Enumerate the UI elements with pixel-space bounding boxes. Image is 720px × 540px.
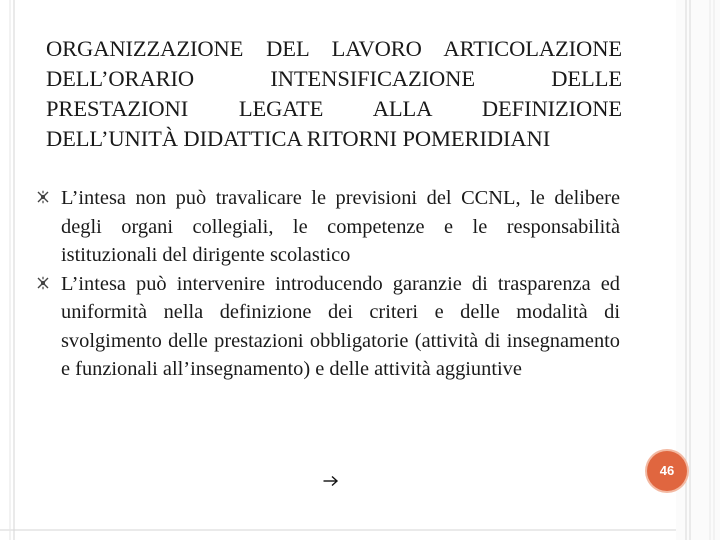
bullet-text: L’intesa può intervenire introducendo garanzie di trasparenza ed uniformità nella definizione dei criteri e delle modalità di svolgimento delle prestazioni obbligatorie (attività di insegnamento e funzionali all’insegnamento) e delle attività aggiuntive (61, 272, 620, 380)
slide-title: ORGANIZZAZIONE DEL LAVORO ARTICOLAZIONE DELL’ORARIO INTENSIFICAZIONE DELLE PRESTAZIONI LEGATE ALLA DEFINIZIONE DELL’UNITÀ DIDATTICA RITORNI POMERIDIANI (46, 36, 622, 151)
page-number: 46 (659, 463, 675, 478)
bullet-item (36, 270, 620, 384)
bullet-text: L’intesa non può travalicare le previsioni del CCNL, le delibere degli organi collegiali, le competenze e le responsabilità istituzionali del dirigente scolastico (61, 187, 620, 266)
page-number-badge (647, 451, 687, 491)
right-arrow-icon (322, 474, 340, 488)
bullet-list (36, 184, 620, 384)
ornamental-bullet-icon (36, 276, 50, 290)
ornamental-bullet-icon (36, 190, 50, 204)
bullet-item (36, 184, 620, 270)
